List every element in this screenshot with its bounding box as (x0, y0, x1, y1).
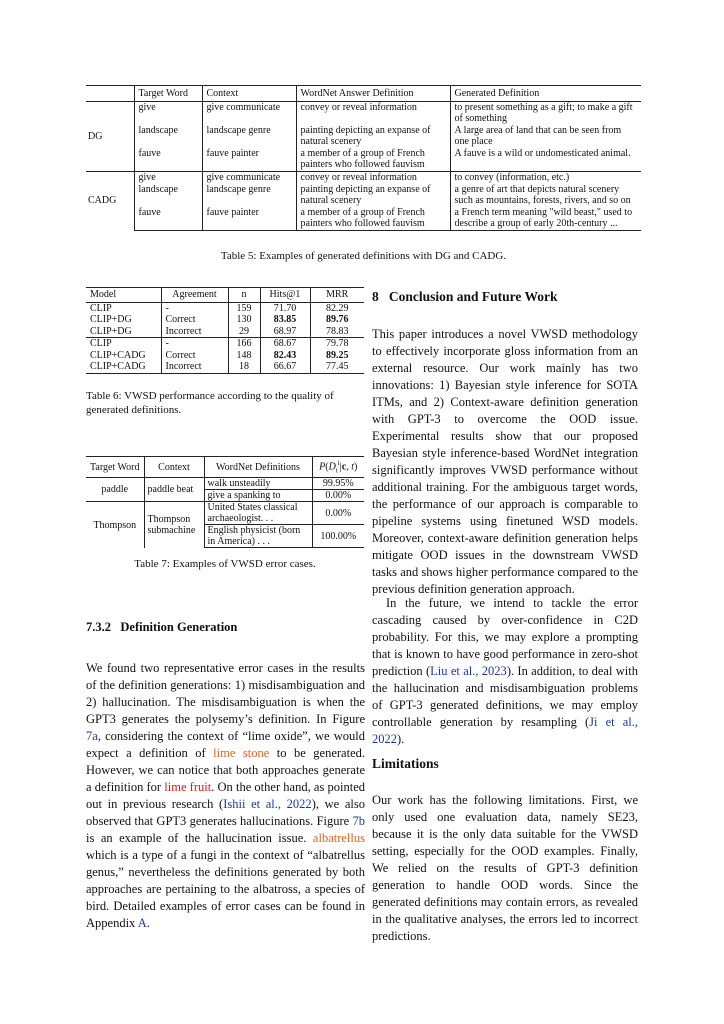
table-row: fauve fauve painter a member of a group of French painters who followed fauvism A fauve is a wild or undomesticated animal. (86, 148, 641, 172)
table-5-header (86, 86, 641, 102)
section-8-paragraph-2: In the future, we intend to tackle the error cascading caused by over-confidence in C2D probability. For this, we may explore a prompting that is known to have good performance in zero-shot prediction (Liu et al., 2023). In addition, to deal with the hallucination and misdisambiguation problems of GPT-3 generated definitions, we may employ controllable generation by resampling (Ji et al., 2022). (372, 596, 639, 746)
section-7-3-2-paragraph: We found two representative error cases in the results of the definition generations: 1) misdisambiguation and 2) hallucination. The misdisambiguation is when the GPT3 generates the polysemy’s definition. In Figure 7a, considering the context of “lime oxide”, we would expect a definition of lime stone to be generated. However, we can notice that both approaches generate a definition for lime fruit. On the other hand, as pointed out in previous research (Ishii et al., 2022), we also observed that GPT3 generates hallucinations. Figure 7b is an example of the hallucination issue. albatrellus which is a type of a fungi in the context of “albatrellus genus,” nevertheless the definitions generated by both approaches are pertaining to the albatross, a species of bird. Detailed examples of error cases can be found in Appendix A. (86, 661, 366, 930)
table-5-caption: Table 5: Examples of generated definitions with DG and CADG. (220, 250, 507, 262)
section-7-3-2-heading: 7.3.2 Definition Generation (86, 620, 238, 634)
table-7-caption: Table 7: Examples of VWSD error cases. (134, 558, 316, 570)
table-row: give a spanking to 0.00% (86, 490, 364, 502)
liu-2023-citation[interactable]: Liu et al., 2023 (430, 664, 507, 678)
table-6 (86, 287, 364, 374)
section-8-paragraph-1: This paper introduces a novel VWSD methodology to effectively incorporate gloss information from an external resource. Our work mainly has two innovations: 1) Bayesian style inference for SOTA ITMs, and 2) Context-aware definition generation with GPT-3 to overcome the OOD issue. Experimental results show that our proposed Bayesian style inference-based WordNet integration significantly improves VWSD performance without additional training. For the ambiguous target words, the performance of our approach is comparable to pipeline systems using finetuned WSD models. Moreover, context-aware definition generation helps mitigate OOD issues in the downstream VWSD tasks and shows higher performance compared to the previous definition generation approach. (372, 327, 638, 596)
table-6-caption: Table 6: VWSD performance according to the quality of generated definitions. (86, 390, 334, 416)
table-6-header: Model Agreement n Hits@1 MRR (86, 288, 364, 303)
table-5-group-cadg: CADG (86, 172, 134, 231)
table-5-col-wordnet: WordNet Answer Definition (296, 86, 450, 102)
table-5-col-generated: Generated Definition (450, 86, 641, 102)
table-row: CLIP+DG Correct 130 83.85 89.76 (86, 314, 364, 326)
table-row: CLIP+DG Incorrect 29 68.97 78.83 (86, 326, 364, 338)
ishii-2022-citation[interactable]: Ishii et al., 2022 (223, 797, 312, 811)
table-row: CLIP - 159 71.70 82.29 (86, 302, 364, 314)
table-row: CLIP+CADG Incorrect 18 66.67 77.45 (86, 361, 364, 373)
albatrellus-term: albatrellus (312, 831, 365, 845)
table-row: CLIP+CADG Correct 148 82.43 89.25 (86, 350, 364, 362)
figure-7b-link[interactable]: 7b (352, 814, 365, 828)
section-8-heading: 8 Conclusion and Future Work (372, 289, 558, 304)
figure-7a-link[interactable]: 7a (86, 729, 98, 743)
table-7-prob-header: $P(D_t^i|c$, t) (312, 457, 364, 478)
limitations-paragraph: Our work has the following limitations. First, we only used one evaluation data, namely SE23, because it is the only data suitable for the VWSD setting, especially for the OOD examples. Finally, We relied on the results of GPT-3 definition generation to handle OOD words. Since the generated definitions may contain errors, as revealed in the qualitative analyses, the errors led to incorrect predictions. (372, 793, 638, 943)
lime-fruit-term: lime fruit (164, 780, 212, 794)
table-7-header: Target Word Context WordNet Definitions $P(D_t^i|c$, t) (86, 457, 364, 478)
table-row: English physicist (born in America) . . . 100.00% (86, 525, 364, 548)
table-row: paddle paddle beat walk unsteadily 99.95% (86, 478, 364, 490)
ji-2022-citation[interactable]: Ji et al., 2022 (372, 715, 638, 746)
table-5-col-context: Context (202, 86, 296, 102)
table-row: CLIP - 166 68.67 79.78 (86, 338, 364, 350)
table-row: CADG give give communicate convey or reveal information to convey (information, etc.) (86, 172, 641, 185)
appendix-a-link[interactable]: A (137, 916, 147, 930)
table-row: Thompson Thompson submachine United States classical archaeologist. . . 0.00% (86, 502, 364, 525)
table-row: fauve fauve painter a member of a group of French painters who followed fauvism a French term meaning "wild beast," used to describe a group of early 20th-century ... (86, 207, 641, 231)
table-row: DG give give communicate convey or reveal information to present something as a gift; to make a gift of something (86, 102, 641, 126)
lime-stone-term: lime stone (213, 746, 270, 760)
table-5-group-dg: DG (88, 130, 103, 142)
table-row: landscape landscape genre painting depicting an expanse of natural scenery A large area of land that can be seen from one place (86, 125, 641, 148)
table-7 (86, 456, 364, 548)
table-5-col-target: Target Word (134, 86, 202, 102)
table-5 (86, 85, 641, 231)
limitations-heading: Limitations (372, 756, 439, 771)
table-row: landscape landscape genre painting depicting an expanse of natural scenery a genre of art that depicts natural scenery such as mountains, forests, rivers, and so on (86, 184, 641, 207)
